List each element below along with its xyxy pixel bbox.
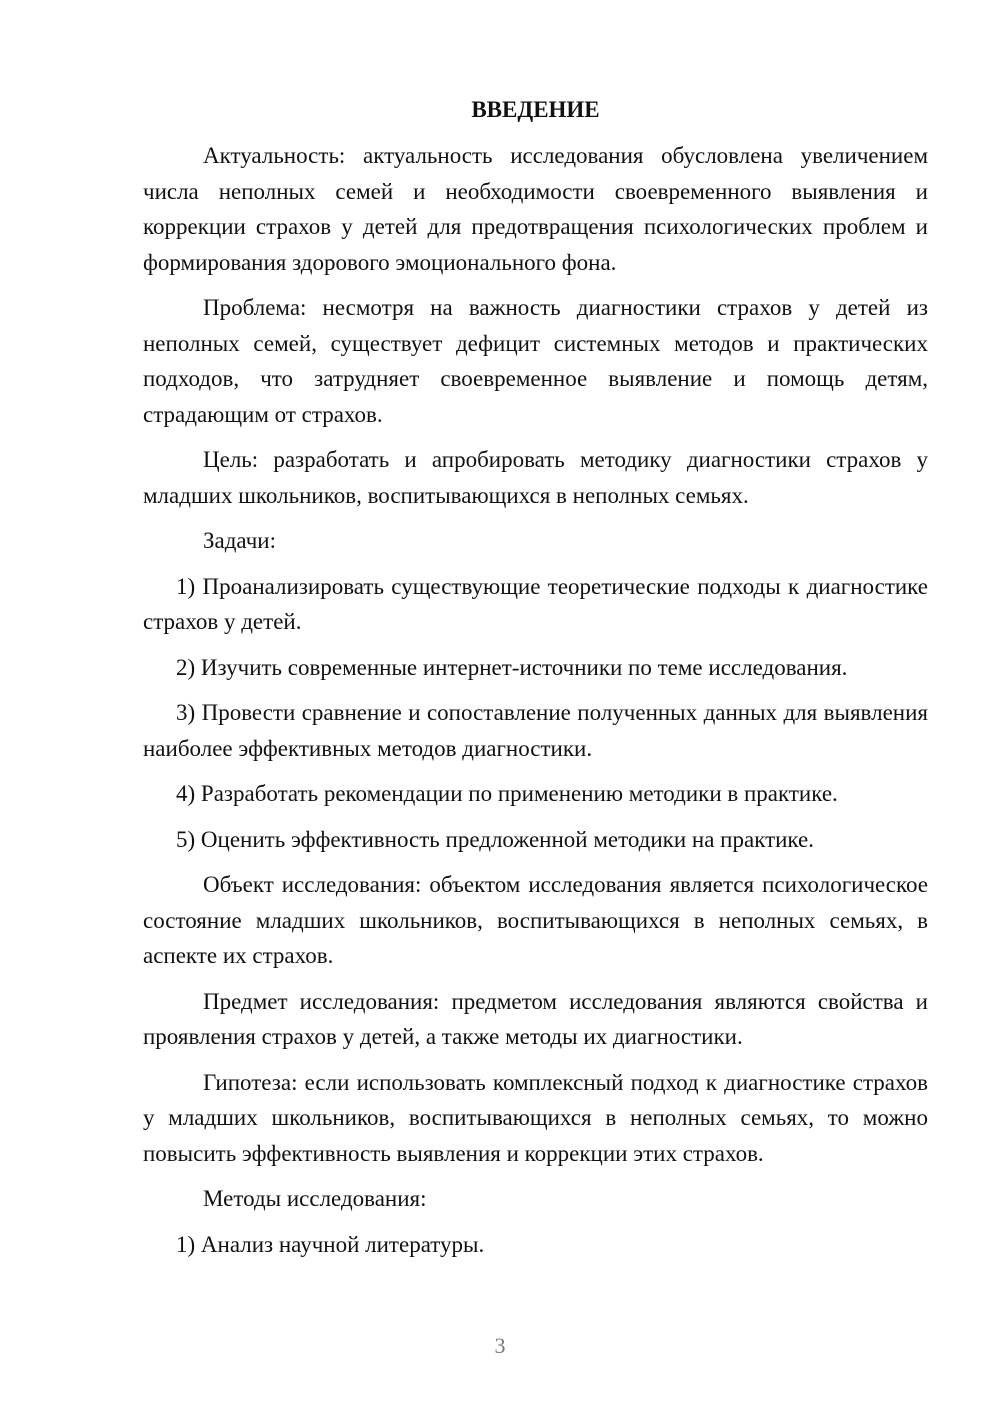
- paragraph-object: Объект исследования: объектом исследования является психологическое состояние младших школьников, воспитывающихся в неполных семьях, в аспекте их страхов.: [143, 872, 928, 968]
- task-item-4: 4) Разработать рекомендации по применению методики в практике.: [176, 781, 838, 806]
- task-item-1: 1) Проанализировать существующие теоретические подходы к диагностике страхов у детей.: [143, 573, 928, 634]
- paragraph-tasks-heading: Задачи:: [203, 528, 276, 553]
- document-body: [143, 92, 928, 1272]
- task-item-5: 5) Оценить эффективность предложенной методики на практике.: [176, 826, 814, 852]
- section-title: ВВЕДЕНИЕ: [471, 97, 600, 122]
- paragraph-relevance: Актуальность: актуальность исследования обусловлена увеличением числа неполных семей и необходимости своевременного выявления и коррекции страхов у детей для предотвращения психологических проблем и формирования здорового эмоционального фона.: [143, 143, 928, 275]
- task-item-2: 2) Изучить современные интернет-источники по теме исследования.: [176, 654, 848, 680]
- paragraph-goal: Цель: разработать и апробировать методику диагностики страхов у младших школьников, воспитывающихся в неполных семьях.: [143, 447, 928, 508]
- method-item-1: 1) Анализ научной литературы.: [176, 1231, 485, 1257]
- page-number: 3: [494, 1333, 506, 1358]
- paragraph-hypothesis: Гипотеза: если использовать комплексный подход к диагностике страхов у младших школьников, воспитывающихся в неполных семьях, то можно повысить эффективность выявления и коррекции этих страхов.: [143, 1069, 928, 1166]
- paragraph-problem: Проблема: несмотря на важность диагностики страхов у детей из неполных семей, существует дефицит системных методов и практических подходов, что затрудняет своевременное выявление и помощь детям, страдающим от страхов.: [143, 295, 928, 427]
- paragraph-subject: Предмет исследования: предметом исследования являются свойства и проявления страхов у детей, а также методы их диагностики.: [143, 988, 928, 1049]
- task-item-3: 3) Провести сравнение и сопоставление полученных данных для выявления наиболее эффективных методов диагностики.: [143, 700, 928, 761]
- paragraph-methods-heading: Методы исследования:: [203, 1186, 427, 1211]
